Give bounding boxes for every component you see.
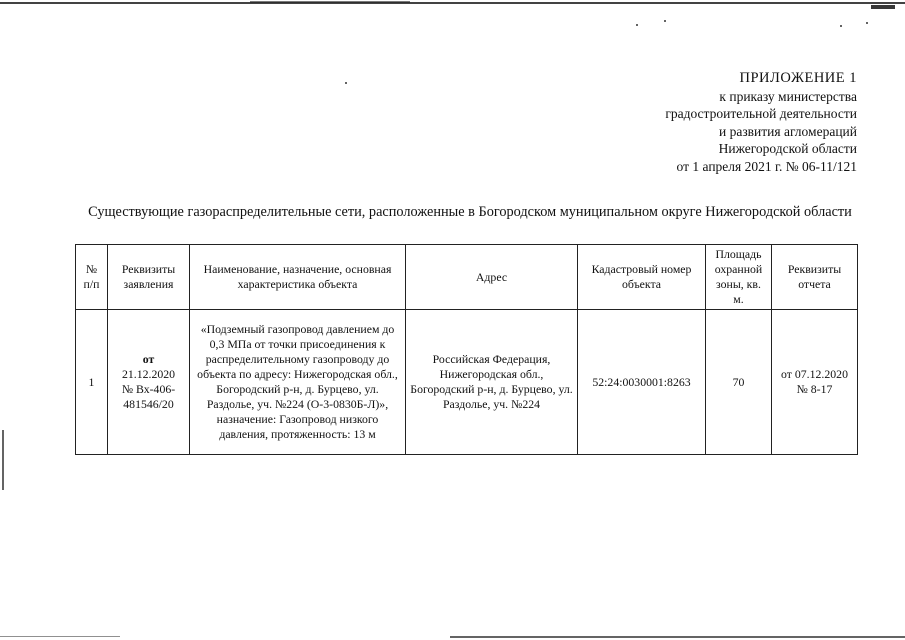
scan-speck: [636, 24, 638, 26]
scan-speck: [866, 22, 868, 24]
scan-speck: [664, 20, 666, 22]
appendix-date-line: от 1 апреля 2021 г. № 06-11/121: [676, 158, 857, 174]
scan-speck: [840, 25, 842, 27]
scan-border-bottom: [450, 636, 905, 638]
scan-border-bottom-fragment: [0, 636, 120, 637]
cell-object-name: «Подземный газопровод давлением до 0,3 МПа от точки присоединения к распределительному газопроводу до объекта по адресу: Нижегородская обл., Богородский р-н, д. Бурцево, ул. Раздолье, уч. №224 (О-3-0830Б-Л)», назначение: Газопровод низкого давления, протяженность: 13 м: [190, 310, 406, 455]
scan-left-edge-mark: [2, 430, 4, 490]
header-protection-zone-area: Площадь охранной зоны, кв. м.: [706, 245, 772, 310]
cell-protection-zone-area: 70: [706, 310, 772, 455]
header-cadastral-number: Кадастровый номер объекта: [578, 245, 706, 310]
appendix-title: ПРИЛОЖЕНИЕ 1: [739, 70, 857, 86]
cell-report: от 07.12.2020 № 8-17: [772, 310, 858, 455]
appendix-line: градостроительной деятельности: [665, 106, 857, 121]
cell-cadastral-number: 52:24:0030001:8263: [578, 310, 706, 455]
cell-address: Российская Федерация, Нижегородская обл., Богородский р-н, д. Бурцево, ул. Раздолье, уч. №224: [406, 310, 578, 455]
header-application: Реквизиты заявления: [108, 245, 190, 310]
header-object-name: Наименование, назначение, основная характеристика объекта: [190, 245, 406, 310]
table-header-row: [76, 245, 858, 310]
application-date: 21.12.2020: [121, 367, 176, 381]
appendix-line: к приказу министерства: [719, 88, 857, 104]
appendix-header: [537, 70, 857, 175]
scan-border-top-fragment: [250, 1, 410, 3]
scan-speck: [345, 82, 347, 84]
header-number: № п/п: [76, 245, 108, 310]
appendix-line: Нижегородской области: [718, 141, 857, 156]
header-report: Реквизиты отчета: [772, 245, 858, 310]
application-prefix: от: [142, 352, 155, 366]
scan-corner-mark: [871, 5, 895, 9]
cell-number: 1: [76, 310, 108, 455]
header-address: Адрес: [406, 245, 578, 310]
gas-network-table: [75, 244, 858, 455]
document-title: Существующие газораспределительные сети, расположенные в Богородском муниципальном округе Нижегородской области: [88, 204, 852, 220]
table-row: [76, 310, 858, 455]
scan-border-top: [0, 2, 905, 4]
cell-application: [108, 310, 190, 455]
appendix-line: и развития агломераций: [718, 123, 857, 139]
application-number: № Вх-406-481546/20: [121, 382, 176, 411]
